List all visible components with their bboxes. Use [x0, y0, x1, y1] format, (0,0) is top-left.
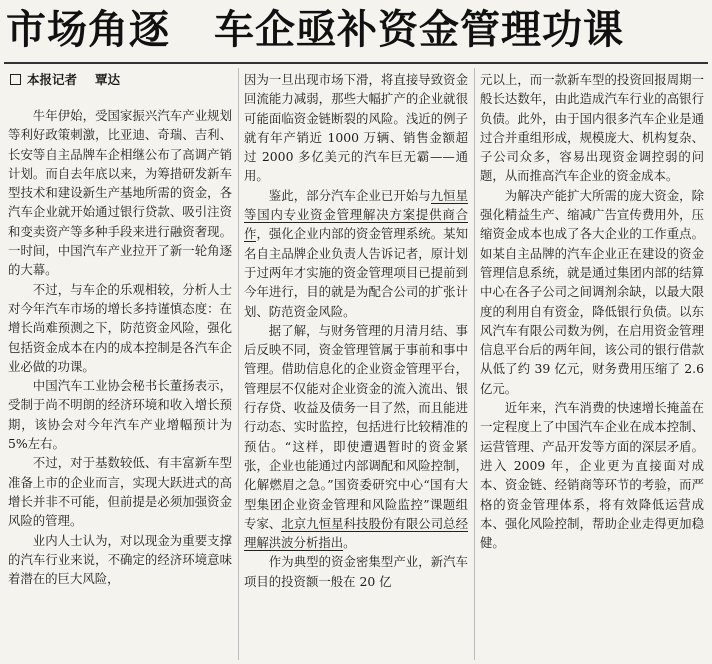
paragraph: 因为一旦出现市场下滑，将直接导致资金回流能力减弱，那些大幅扩产的企业就很可能面临资金链断裂的风险。浅近的例子就有年产销近 1000 万辆、销售金额超过 2000 多亿美元的汽车巨无霸——通用。 — [244, 72, 468, 184]
paragraph: 为解决产能扩大所需的庞大资金，除强化精益生产、缩减广告宣传费用外，压缩资金成本也成了各大企业的工作重点。如某自主品牌的汽车企业正在建设的资金管理信息系统，就是通过集团内部的结算中心在各子公司之间调剂余缺，以最大限度的利用自有资金，降低银行负债。以东风汽车有限公司数为例，在启用资金管理信息平台后的两年间，该公司的银行借款从低了约 39 亿元，财务费用压缩了 2.6 亿元。 — [480, 187, 704, 396]
article-column-3 — [480, 70, 704, 660]
text-run: 。 — [343, 535, 356, 551]
article-column-2 — [244, 70, 468, 660]
underlined-text: 北京九恒星科技股份有限公司总经理解洪波分析指出 — [244, 515, 469, 551]
paragraph: 牛年伊始，受国家振兴汽车产业规划等利好政策刺激，比亚迪、奇瑞、吉利、长安等自主品牌车企相继公布了高调产销计划。而自去年底以来，为筹措研发新车型技术和建设新生产基地所需的资金，各汽车企业就开始通过银行贷款、吸引注资和变卖资产等多种手段来进行融资奢现。一时间，中国汽车产业拉开了新一轮角逐的大幕。 — [8, 108, 232, 278]
byline-name: 覃达 — [95, 72, 121, 87]
underlined-text: 九恒星等国内专业资金管理解决方案提供商合作 — [244, 187, 469, 242]
paragraph: 元以上，而一款新车型的投资回报周期一般长达数年，由此造成汽车行业的高银行负债。此外，由于国内很多汽车企业是通过合并重组形成，规模庞大、机构复杂、子公司众多，容易出现资金调控弱的问题，从而推高汽车企业的资金成本。 — [480, 72, 704, 184]
text-run: 鉴此，部分汽车企业已开始与 — [268, 187, 431, 203]
headline — [6, 2, 706, 58]
text-run: 据了解，与财务管理的月清月结、事后反映不同，资金管理管属于事前和事中管理。借助信息化的企业资金管理平台，管理层不仅能对企业资金的流入流出、银行存贷、收益及债务一目了然，而且能进行动态、实时监控，包括进行比较精准的预估。“这样，即使遭遇暂时的资金紧张，企业也能通过内部调配和风险控制，化解燃眉之急。”国资委研究中心“国有大型集团企业资金管理和风险监控”课题组专家、 — [244, 322, 468, 531]
column-divider — [238, 68, 239, 660]
paragraph: 不过，与车企的乐观相较，分析人士对今年汽车市场的增长多持谨慎态度：在增长尚难预测之下，防范资金风险，强化包括资金成本在内的成本控制是各汽车企业必做的功课。 — [8, 281, 232, 374]
paragraph: 业内人士认为，对以现金为重要支撑的汽车行业来说，不确定的经济环境意味着潜在的巨大风险， — [8, 532, 232, 587]
paragraph: 不过，对于基数较低、有丰富新车型准备上市的企业而言，实现大跃进式的高增长并非不可能，但前提是必须加强资金风险的管理。 — [8, 455, 232, 529]
column-divider — [474, 68, 475, 660]
text-run: ，强化企业内部的资金管理系统。某知名自主品牌企业负责人告诉记者，原计划于过两年才实施的资金管理项目已提前到今年进行，目的就是为配合公司的扩张计划、防范资金风险。 — [244, 226, 469, 319]
headline-part1: 市场角逐 — [6, 7, 170, 53]
paragraph: 中国汽车工业协会秘书长董扬表示，受制于尚不明朗的经济环境和收入增长预期，该协会对今年汽车产业增幅预计为5%左右。 — [8, 378, 232, 452]
headline-rule — [4, 62, 708, 64]
headline-part2: 车企亟补资金管理功课 — [214, 7, 624, 53]
paragraph — [244, 321, 468, 553]
article-column-1 — [8, 106, 232, 658]
paragraph: 近年来，汽车消费的快速增长掩盖在一定程度上了中国汽车企业在成本控制、运营管理、产品开发等方面的深层矛盾。进入 2009 年，企业更为直接面对成本、资金链、经销商等环节的考验，而严格的资金管理体系，将有效降低运营成本、强化风险控制，帮助企业走得更加稳健。 — [480, 400, 704, 551]
square-bullet-icon — [10, 74, 21, 85]
paragraph — [244, 186, 468, 321]
paragraph: 作为典型的资金密集型产业，新汽车项目的投资额一般在 20 亿 — [244, 554, 468, 589]
byline-label: 本报记者 — [27, 72, 78, 87]
byline — [10, 70, 230, 90]
